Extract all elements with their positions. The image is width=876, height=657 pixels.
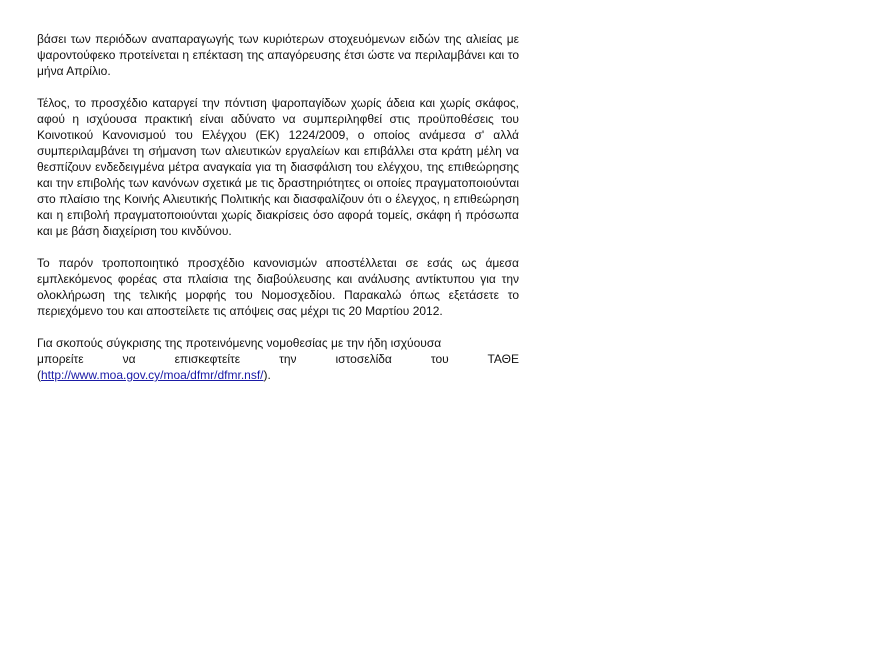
paragraph-consultation: Το παρόν τροποποιητικό προσχέδιο κανονισμών αποστέλλεται σε εσάς ως άμεσα εμπλεκόμενος φορέας στα πλαίσια της διαβούλευσης και ανάλυσης αντίκτυπου για την ολοκλήρωση της τελικής μορφής του Νομοσχεδίου. Παρακαλώ όπως εξετάσετε το περιεχόμενο του και αποστείλετε τις απόψεις σας μέχρι τις 20 Μαρτίου 2012. xyxy=(37,256,519,318)
paragraph-trap-abolition: Τέλος, το προσχέδιο καταργεί την πόντιση ψαροπαγίδων χωρίς άδεια και χωρίς σκάφος, αφού η ισχύουσα πρακτική είναι αδύνατο να συμπεριληφθεί στις προϋποθέσεις του Κοινοτικού Κανονισμού του Ελέγχου (ΕΚ) 1224/2009, ο οποίος ανάμεσα σ' αλλά συμπεριλαμβάνει τη σήμανση των αλιευτικών εργαλείων και επιβάλλει στα κράτη μέλη να θεσπίζουν ενδεδειγμένα μέτρα αναγκαία για τη διασφάλιση του ελέγχου, της επιθεώρησης και την επιβολής των κανόνων σχετικά με τις δραστηριότητες οι οποίες πραγματοποιούνται στο πλαίσιο της Κοινής Αλιευτικής Πολιτικής και διασφαλίζουν ότι ο έλεγχος, η επιθεώρηση και η επιβολή πραγματοποιούνται χωρίς διακρίσεις όσο αφορά τομείς, σκάφη ή πρόσωπα και με βάση διαχείριση του κινδύνου. xyxy=(37,96,519,238)
website-reference-line1: Για σκοπούς σύγκρισης της προτεινόμενης νομοθεσίας με την ήδη ισχύουσα xyxy=(37,336,442,350)
paragraph-website-reference xyxy=(37,335,519,383)
paragraph-spawning-period: βάσει των περιόδων αναπαραγωγής των κυριότερων στοχευόμενων ειδών της αλιείας με ψαροντούφεκο προτείνεται η επέκταση της απαγόρευσης έτσι ώστε να περιλαμβάνει και το μήνα Απρίλιο. xyxy=(37,32,519,78)
document-body xyxy=(37,31,519,383)
open-paren: ( xyxy=(37,368,41,382)
close-paren: ). xyxy=(263,368,271,382)
dfmr-website-link[interactable]: http://www.moa.gov.cy/moa/dfmr/dfmr.nsf/ xyxy=(41,368,264,382)
website-reference-line2: μπορείτε να επισκεφτείτε την ιστοσελίδα του ΤΑΘΕ xyxy=(37,352,519,366)
